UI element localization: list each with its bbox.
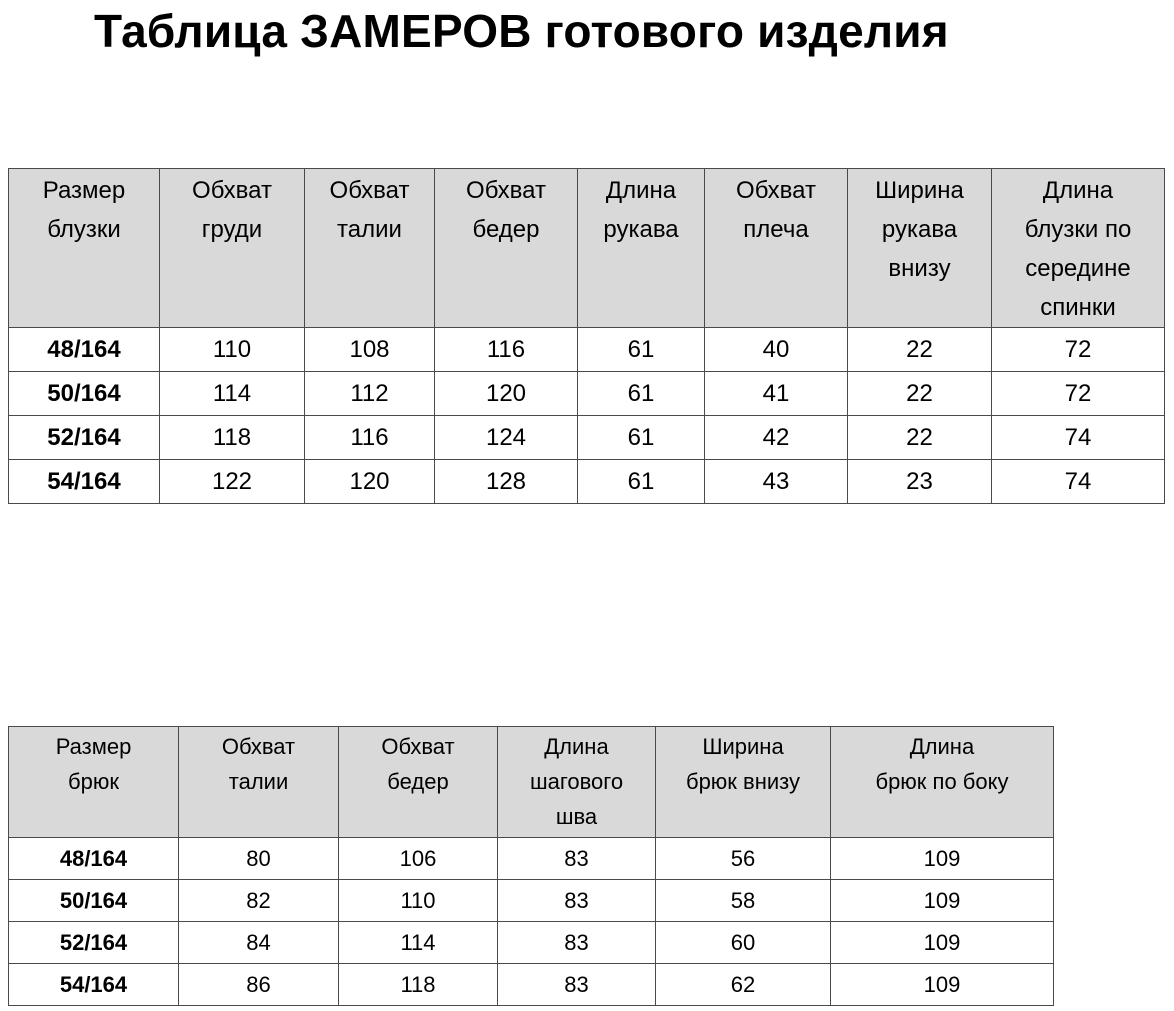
value-cell: 114 (160, 372, 305, 416)
value-cell: 74 (992, 416, 1165, 460)
header-cell: Ширина рукава внизу (848, 169, 992, 328)
value-cell: 112 (305, 372, 435, 416)
header-cell: Длина брюк по боку (831, 727, 1054, 838)
header-cell: Обхват талии (305, 169, 435, 328)
value-cell: 82 (179, 880, 339, 922)
value-cell: 118 (339, 964, 498, 1006)
value-cell: 110 (339, 880, 498, 922)
header-cell: Обхват груди (160, 169, 305, 328)
size-cell: 52/164 (9, 416, 160, 460)
value-cell: 74 (992, 460, 1165, 504)
value-cell: 56 (656, 838, 831, 880)
value-cell: 118 (160, 416, 305, 460)
header-cell: Обхват плеча (705, 169, 848, 328)
value-cell: 109 (831, 964, 1054, 1006)
value-cell: 22 (848, 328, 992, 372)
value-cell: 116 (305, 416, 435, 460)
header-cell: Обхват бедер (435, 169, 578, 328)
value-cell: 83 (498, 880, 656, 922)
size-cell: 54/164 (9, 460, 160, 504)
size-cell: 50/164 (9, 880, 179, 922)
value-cell: 58 (656, 880, 831, 922)
header-cell: Длина блузки по середине спинки (992, 169, 1165, 328)
value-cell: 40 (705, 328, 848, 372)
table-row (9, 838, 1054, 880)
value-cell: 120 (435, 372, 578, 416)
size-cell: 54/164 (9, 964, 179, 1006)
header-cell: Обхват талии (179, 727, 339, 838)
value-cell: 109 (831, 838, 1054, 880)
value-cell: 114 (339, 922, 498, 964)
size-cell: 48/164 (9, 838, 179, 880)
value-cell: 61 (578, 416, 705, 460)
value-cell: 108 (305, 328, 435, 372)
header-cell: Размер блузки (9, 169, 160, 328)
table-row (9, 416, 1165, 460)
value-cell: 86 (179, 964, 339, 1006)
table-header-row (9, 727, 1054, 838)
size-cell: 50/164 (9, 372, 160, 416)
value-cell: 84 (179, 922, 339, 964)
value-cell: 22 (848, 372, 992, 416)
value-cell: 124 (435, 416, 578, 460)
value-cell: 43 (705, 460, 848, 504)
value-cell: 110 (160, 328, 305, 372)
page-title: Таблица ЗАМЕРОВ готового изделия (94, 5, 949, 57)
table-row (9, 922, 1054, 964)
header-cell: Длина рукава (578, 169, 705, 328)
value-cell: 83 (498, 838, 656, 880)
value-cell: 109 (831, 922, 1054, 964)
header-cell: Обхват бедер (339, 727, 498, 838)
value-cell: 22 (848, 416, 992, 460)
value-cell: 109 (831, 880, 1054, 922)
header-cell: Длина шагового шва (498, 727, 656, 838)
table-row (9, 372, 1165, 416)
header-cell: Размер брюк (9, 727, 179, 838)
value-cell: 60 (656, 922, 831, 964)
size-cell: 52/164 (9, 922, 179, 964)
table-row (9, 460, 1165, 504)
value-cell: 61 (578, 372, 705, 416)
table-row (9, 880, 1054, 922)
size-cell: 48/164 (9, 328, 160, 372)
value-cell: 122 (160, 460, 305, 504)
value-cell: 80 (179, 838, 339, 880)
value-cell: 61 (578, 460, 705, 504)
value-cell: 120 (305, 460, 435, 504)
table-header-row (9, 169, 1165, 328)
value-cell: 42 (705, 416, 848, 460)
value-cell: 72 (992, 372, 1165, 416)
table-row (9, 328, 1165, 372)
value-cell: 128 (435, 460, 578, 504)
value-cell: 72 (992, 328, 1165, 372)
value-cell: 61 (578, 328, 705, 372)
header-cell: Ширина брюк внизу (656, 727, 831, 838)
value-cell: 106 (339, 838, 498, 880)
pants-measurements-table (8, 726, 1054, 1006)
value-cell: 23 (848, 460, 992, 504)
value-cell: 83 (498, 964, 656, 1006)
value-cell: 41 (705, 372, 848, 416)
value-cell: 116 (435, 328, 578, 372)
table-row (9, 964, 1054, 1006)
blouse-measurements-table (8, 168, 1165, 504)
value-cell: 62 (656, 964, 831, 1006)
value-cell: 83 (498, 922, 656, 964)
